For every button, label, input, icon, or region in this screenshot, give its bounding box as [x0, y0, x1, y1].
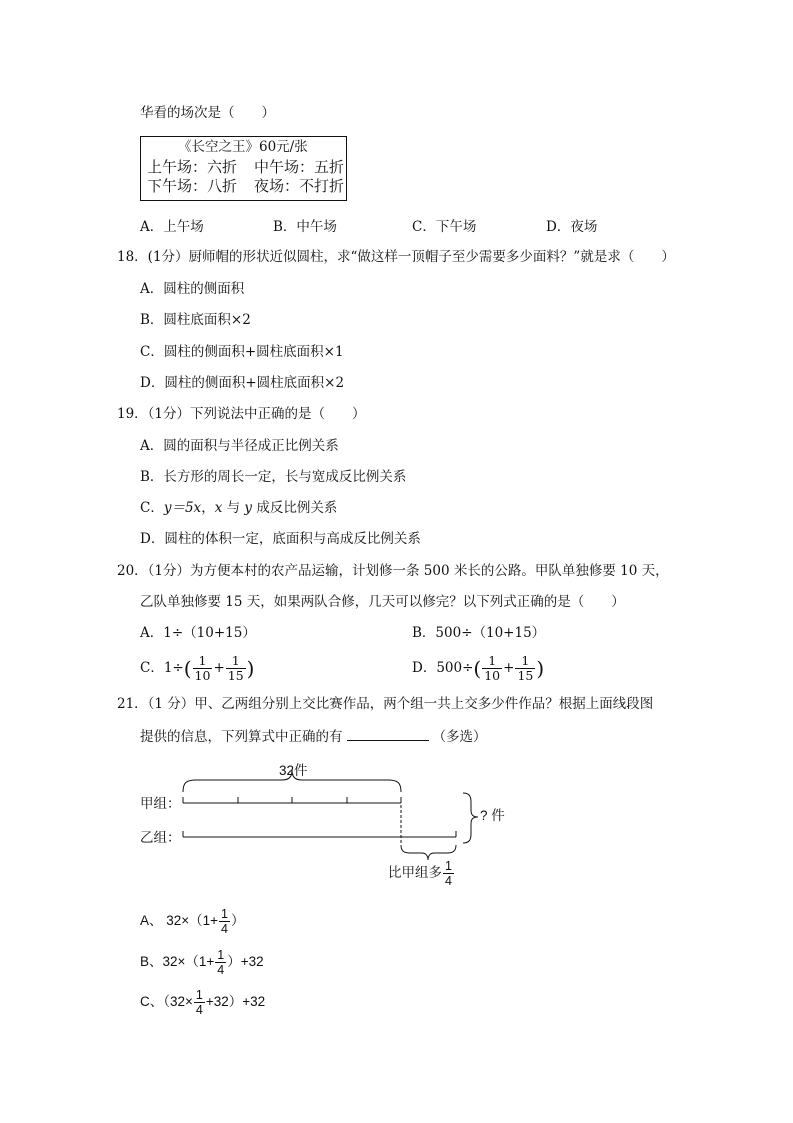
- q17-stem-tail: 华看的场次是（ ）: [140, 105, 275, 121]
- q20-c-frac2: $\frac{1}{15}$: [227, 653, 244, 683]
- q19-c-suffix: 成反比例关系: [252, 500, 338, 516]
- price-afternoon: 下午场：八折: [147, 177, 238, 195]
- q20-option-b[interactable]: B．500÷（10+15）: [412, 625, 546, 641]
- diagram-total-label: ? 件: [480, 808, 505, 823]
- q19-option-b[interactable]: B．长方形的周长一定，长与宽成反比例关系: [140, 469, 407, 485]
- q21-a-fraction: $\frac{1}{4}$: [221, 906, 228, 936]
- q20-d-frac1: $\frac{1}{10}$: [484, 653, 501, 683]
- q19-c-y: y: [244, 500, 253, 516]
- diagram-extra-label: 比甲组多 $\frac{1}{4}$: [388, 858, 452, 888]
- diagram-top-label: 32件: [279, 763, 308, 778]
- q18-option-a[interactable]: A．圆柱的侧面积: [140, 281, 245, 297]
- right-brace: [463, 793, 478, 843]
- q20-c-prefix: C．1÷: [140, 660, 184, 676]
- q21-stem-line1: 21．（1 分）甲、乙两组分别上交比赛作品，两个组一共上交多少件作品？根据上面线段图: [117, 696, 654, 712]
- q18-option-b[interactable]: B．圆柱底面积×2: [140, 312, 251, 328]
- q21-option-b[interactable]: B、32×（1+ $\frac{1}{4}$ ）+32: [140, 947, 264, 977]
- q21-b-fraction: $\frac{1}{4}$: [217, 947, 225, 977]
- q18-stem: 18．(1分）厨师帽的形状近似圆柱，求“做这样一顶帽子至少需要多少面料？”就是求（ ）: [117, 249, 675, 265]
- q20-c-frac1: $\frac{1}{10}$: [194, 653, 211, 683]
- q19-stem: 19．（1分）下列说法中正确的是（ ）: [117, 406, 366, 422]
- q19-c-comma: ，: [201, 500, 215, 516]
- diagram-extra-fraction: $\frac{1}{4}$: [445, 858, 452, 888]
- q19-c-prefix: C．: [140, 500, 164, 516]
- price-noon: 中午场：五折: [254, 158, 345, 176]
- q19-option-a[interactable]: A．圆的面积与半径成正比例关系: [140, 438, 339, 454]
- q18-option-d[interactable]: D．圆柱的侧面积+圆柱底面积×2: [140, 375, 345, 391]
- q20-option-c[interactable]: C．1÷( $\frac{1}{10}$ + $\frac{1}{15}$ ): [140, 653, 255, 683]
- q20-stem-line1: 20．（1分）为方便本村的农产品运输，计划修一条 500 米长的公路。甲队单独修要 10 天，: [117, 563, 669, 579]
- q19-option-d[interactable]: D．圆柱的体积一定，底面积与高成反比例关系: [140, 531, 421, 547]
- price-table-title: 《长空之王》60元/张: [178, 139, 308, 155]
- q17-option-a[interactable]: A．上午场: [140, 219, 204, 235]
- diagram-group-a-label: 甲组：: [140, 796, 181, 811]
- q21-option-c[interactable]: C、（32× $\frac{1}{4}$ +32）+32: [140, 987, 266, 1017]
- q18-option-c[interactable]: C．圆柱的侧面积+圆柱底面积×1: [140, 344, 344, 360]
- q21-c-fraction: $\frac{1}{4}$: [195, 987, 203, 1017]
- q19-c-equation: y＝5x: [163, 500, 202, 516]
- q17-option-b[interactable]: B．中午场: [273, 219, 337, 235]
- q19-c-and: 与: [222, 500, 245, 516]
- q21-stem-line2: 提供的信息，下列算式中正确的有 （多选）: [140, 726, 487, 746]
- q17-option-d[interactable]: D．夜场: [546, 219, 598, 235]
- q20-stem-line2: 乙队单独修要 15 天，如果两队合修，几天可以修完？以下列式正确的是（ ）: [140, 594, 625, 610]
- q21-option-a[interactable]: A、 32×（1+ $\frac{1}{4}$ ）: [140, 906, 245, 936]
- q20-d-frac2: $\frac{1}{15}$: [517, 653, 534, 683]
- diagram-group-b-label: 乙组：: [140, 830, 181, 845]
- price-night: 夜场：不打折: [254, 177, 345, 195]
- q19-c-x: x: [214, 500, 223, 516]
- q17-option-c[interactable]: C．下午场: [412, 219, 477, 235]
- q20-option-a[interactable]: A．1÷（10+15）: [140, 625, 256, 641]
- q20-d-prefix: D．500÷: [412, 660, 474, 676]
- q20-option-d[interactable]: D．500÷( $\frac{1}{10}$ + $\frac{1}{15}$ ): [412, 653, 545, 683]
- price-morning: 上午场：六折: [147, 158, 238, 176]
